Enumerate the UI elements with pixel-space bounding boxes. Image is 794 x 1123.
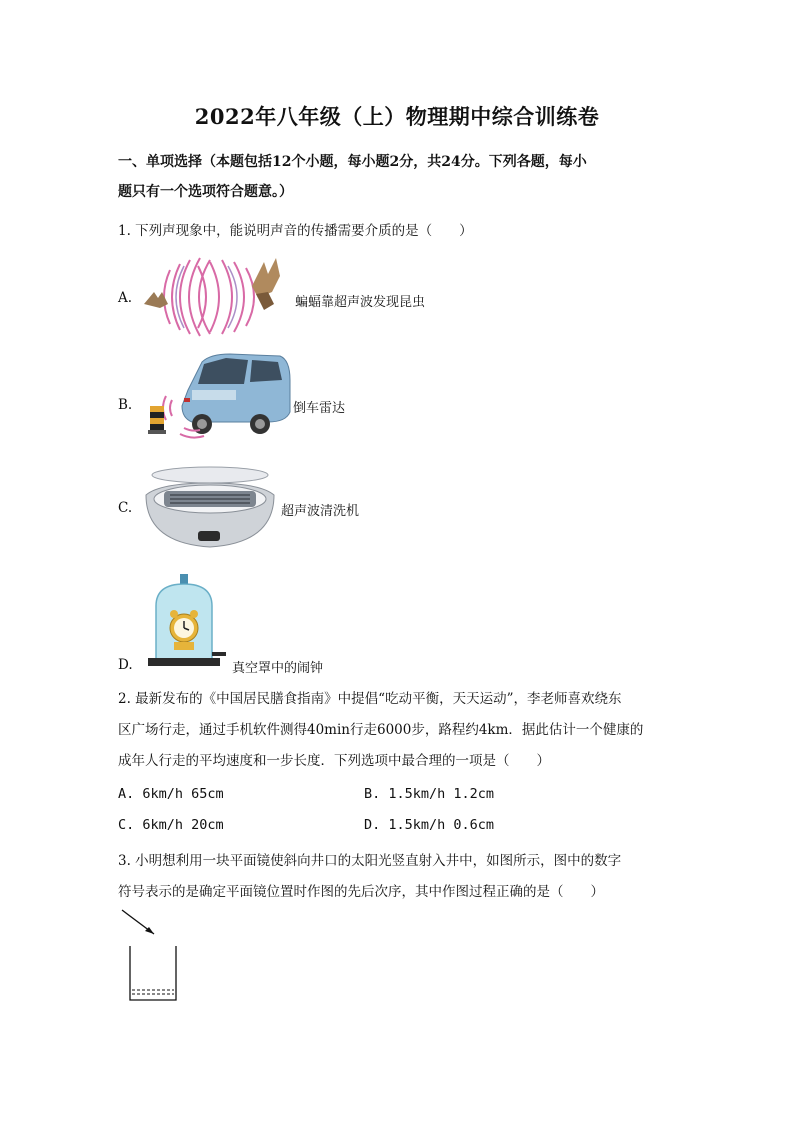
q1-option-b-label: B.: [118, 397, 133, 413]
q1-option-a-label: A.: [118, 290, 133, 306]
q1-option-d-label: D.: [118, 657, 133, 673]
well-sunlight-diagram-icon: [118, 906, 182, 1006]
q2-choice-b: B. 1.5km/h 1.2cm: [364, 786, 495, 802]
section-heading-line1: 一、单项选择（本题包括12个小题，每小题2分，共24分。下列各题，每小: [118, 154, 587, 170]
q2-choice-a: A. 6km/h 65cm: [118, 786, 224, 802]
page-title: 2022年八年级（上）物理期中综合训练卷: [194, 104, 600, 129]
q1-option-c-label: C.: [118, 500, 133, 516]
question-1-stem: 1. 下列声现象中，能说明声音的传播需要介质的是（ ）: [118, 223, 473, 239]
car-reversing-radar-icon: [140, 350, 292, 445]
question-2-line3: 成年人行走的平均速度和一步长度．下列选项中最合理的一项是（ ）: [118, 753, 550, 769]
q1-option-d-text: 真空罩中的闹钟: [232, 661, 324, 676]
q1-option-b-text: 倒车雷达: [293, 401, 346, 416]
bat-ultrasound-icon: [140, 252, 292, 342]
question-2-line1: 2. 最新发布的《中国居民膳食指南》中提倡“吃动平衡，天天运动”，李老师喜欢绕东: [118, 691, 622, 707]
question-3-line1: 3. 小明想利用一块平面镜使斜向井口的太阳光竖直射入井中，如图所示，图中的数字: [118, 853, 622, 869]
bell-jar-alarm-clock-icon: [140, 572, 230, 672]
q1-option-a-text: 蝙蝠靠超声波发现昆虫: [295, 295, 426, 310]
section-heading-line2: 题只有一个选项符合题意。）: [118, 184, 293, 200]
q2-choice-c: C. 6km/h 20cm: [118, 817, 224, 833]
q2-choice-d: D. 1.5km/h 0.6cm: [364, 817, 495, 833]
question-3-line2: 符号表示的是确定平面镜位置时作图的先后次序，其中作图过程正确的是（ ）: [118, 884, 604, 900]
ultrasonic-cleaner-icon: [140, 465, 280, 555]
question-2-line2: 区广场行走，通过手机软件测得40min行走6000步，路程约4km．据此估计一个健康的: [118, 722, 644, 738]
q1-option-c-text: 超声波清洗机: [281, 504, 360, 519]
